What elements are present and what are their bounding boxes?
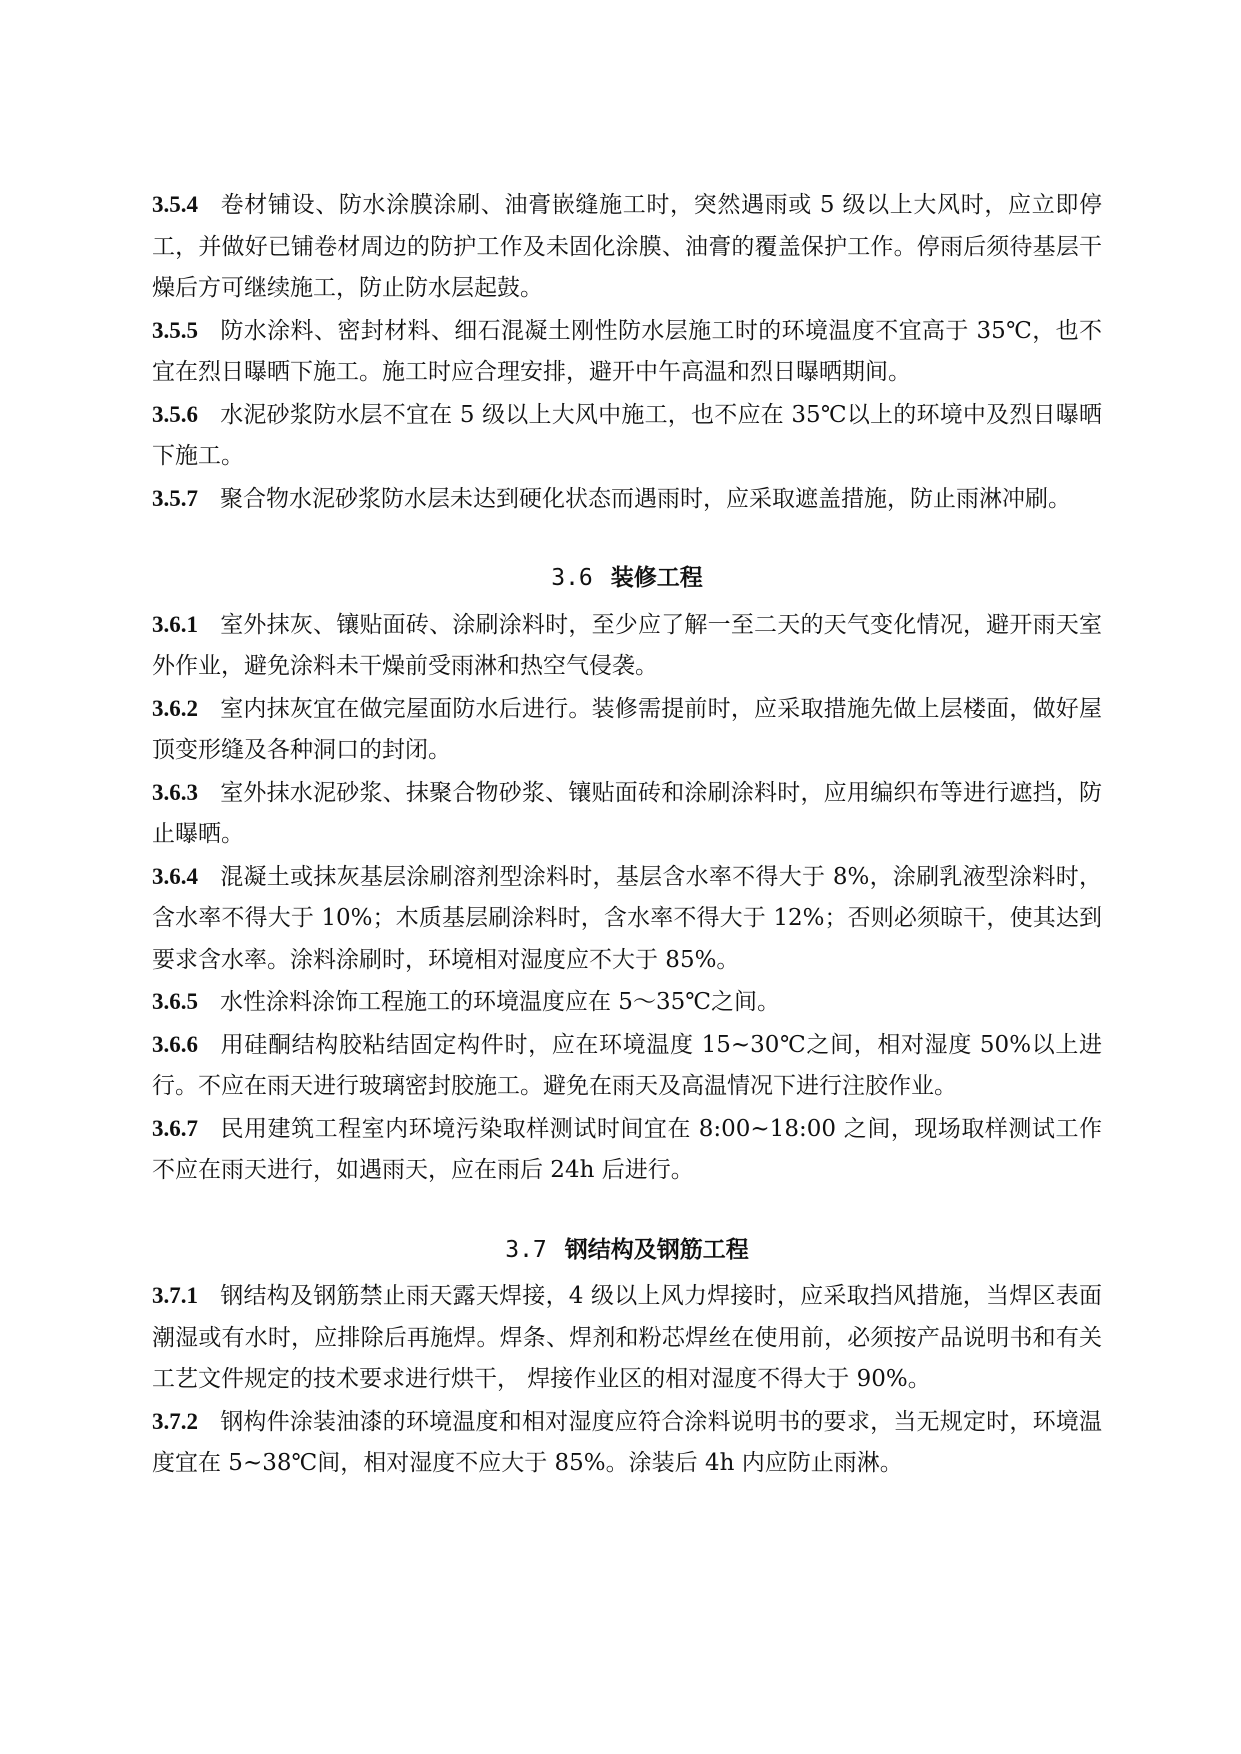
clause-3-6-7 bbox=[152, 1108, 1102, 1192]
clause-text: 民用建筑工程室内环境污染取样测试时间宜在 8:00~18:00 之间，现场取样测试工作不应在雨天进行，如遇雨天，应在雨后 24h 后进行。 bbox=[152, 1115, 1102, 1183]
clause-number: 3.6.1 bbox=[152, 611, 198, 637]
clause-number: 3.6.5 bbox=[152, 989, 198, 1014]
clause-number: 3.5.6 bbox=[152, 401, 198, 427]
clause-text: 水泥砂浆防水层不宜在 5 级以上大风中施工，也不应在 35℃以上的环境中及烈日曝晒下施工。 bbox=[152, 401, 1102, 469]
clause-3-5-5 bbox=[152, 310, 1102, 394]
clause-3-5-7 bbox=[152, 478, 1102, 521]
clause-number: 3.7.2 bbox=[152, 1408, 198, 1434]
clause-3-7-2 bbox=[152, 1401, 1102, 1485]
clause-3-7-1 bbox=[152, 1275, 1102, 1401]
section-title: 装修工程 bbox=[610, 565, 703, 591]
clause-text: 室外抹水泥砂浆、抹聚合物砂浆、镶贴面砖和涂刷涂料时，应用编织布等进行遮挡，防止曝晒。 bbox=[152, 779, 1102, 847]
section-number: 3.6 bbox=[551, 565, 593, 591]
clause-3-6-2 bbox=[152, 688, 1102, 772]
clause-text: 聚合物水泥砂浆防水层未达到硬化状态而遇雨时，应采取遮盖措施，防止雨淋冲刷。 bbox=[220, 485, 1071, 512]
clause-number: 3.6.6 bbox=[152, 1031, 198, 1057]
clause-number: 3.5.4 bbox=[152, 192, 198, 217]
section-heading-3-6 bbox=[152, 558, 1102, 600]
clause-3-6-1 bbox=[152, 604, 1102, 688]
section-heading-3-7 bbox=[152, 1230, 1102, 1272]
clause-text: 卷材铺设、防水涂膜涂刷、油膏嵌缝施工时，突然遇雨或 5 级以上大风时，应立即停工，并做好已铺卷材周边的防护工作及未固化涂膜、油膏的覆盖保护工作。停雨后须待基层干燥后方可继续施工，防止防水层起鼓。 bbox=[152, 192, 1102, 301]
section-3-6 bbox=[152, 558, 1102, 1192]
document-page bbox=[152, 184, 1102, 1485]
clause-3-5-6 bbox=[152, 394, 1102, 478]
clause-number: 3.5.7 bbox=[152, 485, 198, 511]
clause-3-5-4 bbox=[152, 184, 1102, 310]
section-number: 3.7 bbox=[505, 1236, 547, 1263]
clause-3-6-3 bbox=[152, 772, 1102, 856]
clause-text: 混凝土或抹灰基层涂刷溶剂型涂料时，基层含水率不得大于 8%，涂刷乳液型涂料时，含水率不得大于 10%；木质基层刷涂料时，含水率不得大于 12%；否则必须晾干，使其达到要求含水率。涂料涂刷时，环境相对湿度应不大于 85%。 bbox=[152, 863, 1102, 973]
clause-text: 防水涂料、密封材料、细石混凝土刚性防水层施工时的环境温度不宜高于 35℃，也不宜在烈日曝晒下施工。施工时应合理安排，避开中午高温和烈日曝晒期间。 bbox=[152, 317, 1102, 385]
clause-number: 3.6.7 bbox=[152, 1115, 198, 1141]
clause-number: 3.6.2 bbox=[152, 695, 198, 721]
clause-text: 用硅酮结构胶粘结固定构件时，应在环境温度 15~30℃之间，相对湿度 50%以上进行。不应在雨天进行玻璃密封胶施工。避免在雨天及高温情况下进行注胶作业。 bbox=[152, 1031, 1102, 1099]
clause-number: 3.6.3 bbox=[152, 779, 198, 805]
clause-text: 钢构件涂装油漆的环境温度和相对湿度应符合涂料说明书的要求，当无规定时，环境温度宜在 5~38℃间，相对湿度不应大于 85%。涂装后 4h 内应防止雨淋。 bbox=[152, 1408, 1102, 1476]
clause-number: 3.7.1 bbox=[152, 1283, 198, 1308]
clause-text: 钢结构及钢筋禁止雨天露天焊接，4 级以上风力焊接时，应采取挡风措施，当焊区表面潮湿或有水时，应排除后再施焊。焊条、焊剂和粉芯焊丝在使用前，必须按产品说明书和有关工艺文件规定的技术要求进行烘干， 焊接作业区的相对湿度不得大于 90%。 bbox=[152, 1283, 1102, 1392]
clause-text: 室外抹灰、镶贴面砖、涂刷涂料时，至少应了解一至二天的天气变化情况，避开雨天室外作业，避免涂料未干燥前受雨淋和热空气侵袭。 bbox=[152, 611, 1102, 679]
section-3-5 bbox=[152, 184, 1102, 520]
clause-3-6-6 bbox=[152, 1024, 1102, 1108]
section-3-7 bbox=[152, 1230, 1102, 1485]
clause-text: 室内抹灰宜在做完屋面防水后进行。装修需提前时，应采取措施先做上层楼面，做好屋顶变形缝及各种洞口的封闭。 bbox=[152, 695, 1102, 763]
clause-3-6-4 bbox=[152, 856, 1102, 982]
clause-3-6-5 bbox=[152, 981, 1102, 1024]
clause-text: 水性涂料涂饰工程施工的环境温度应在 5～35℃之间。 bbox=[220, 989, 780, 1015]
section-title: 钢结构及钢筋工程 bbox=[564, 1236, 749, 1263]
clause-number: 3.5.5 bbox=[152, 317, 198, 343]
clause-number: 3.6.4 bbox=[152, 863, 198, 889]
